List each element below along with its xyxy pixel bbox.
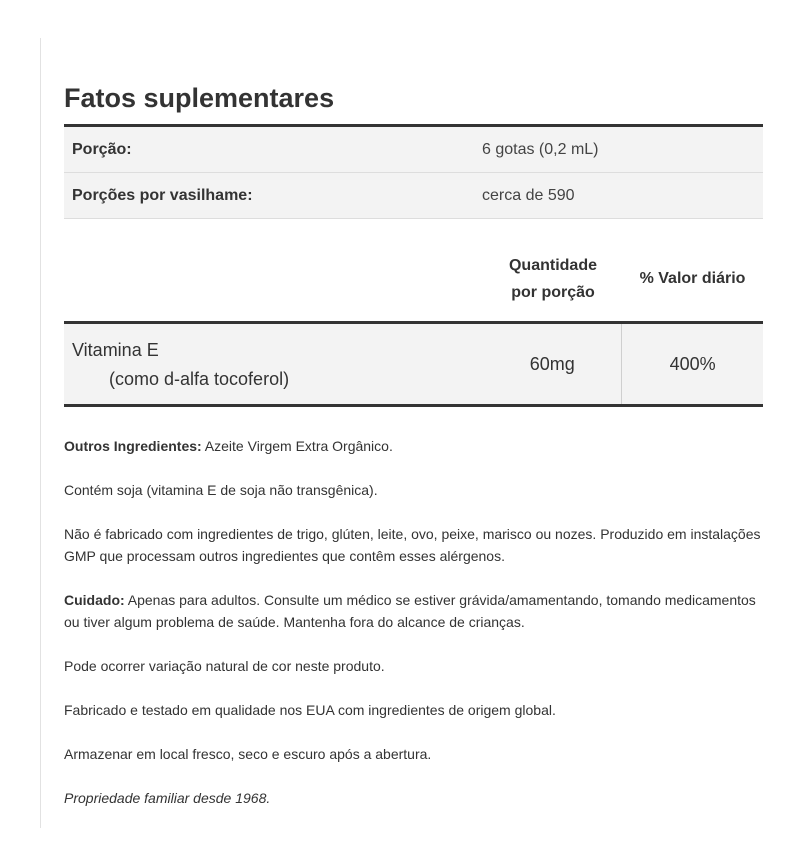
nutrient-daily-value: 400% bbox=[621, 324, 763, 404]
serving-table bbox=[64, 124, 763, 219]
other-ingredients-text: Azeite Virgem Extra Orgânico. bbox=[201, 438, 393, 454]
storage-note: Armazenar em local fresco, seco e escuro após a abertura. bbox=[64, 746, 432, 762]
supplement-facts-panel bbox=[64, 78, 763, 831]
serving-size-label: Porção: bbox=[72, 140, 132, 158]
allergen-note: Não é fabricado com ingredientes de trigo, glúten, leite, ovo, peixe, marisco ou nozes. Produzido em instalações GMP que processam outros ingredientes que contêm esses alérgenos. bbox=[64, 526, 761, 564]
other-ingredients bbox=[64, 435, 763, 457]
color-note: Pode ocorrer variação natural de cor neste produto. bbox=[64, 658, 385, 674]
serving-size-value: 6 gotas (0,2 mL) bbox=[482, 140, 599, 158]
nutrient-table-header bbox=[64, 219, 763, 324]
other-ingredients-label: Outros Ingredientes: bbox=[64, 438, 202, 454]
soy-note: Contém soja (vitamina E de soja não transgênica). bbox=[64, 482, 378, 498]
servings-per-container-row bbox=[64, 173, 763, 219]
page-title: Fatos suplementares bbox=[64, 83, 335, 113]
daily-value-header: % Valor diário bbox=[639, 270, 746, 287]
amount-header-line1: Quantidade bbox=[508, 257, 597, 274]
notes-section bbox=[64, 435, 763, 809]
nutrient-row bbox=[64, 324, 763, 407]
caution-text: Apenas para adultos. Consulte um médico se estiver grávida/amamentando, tomando medicamentos ou tiver algum problema de saúde. Mantenha fora do alcance de crianças. bbox=[64, 592, 756, 630]
serving-size-row bbox=[64, 127, 763, 173]
amount-header-line2: por porção bbox=[511, 284, 595, 301]
family-note: Propriedade familiar desde 1968. bbox=[64, 790, 271, 806]
servings-per-container-value: cerca de 590 bbox=[482, 186, 575, 204]
nutrient-detail: (como d-alfa tocoferol) bbox=[109, 369, 290, 389]
left-divider bbox=[40, 38, 41, 828]
amount-per-serving-header bbox=[484, 234, 622, 306]
nutrient-name: Vitamina E bbox=[72, 340, 159, 360]
nutrient-amount: 60mg bbox=[529, 353, 575, 374]
caution bbox=[64, 589, 763, 633]
made-note: Fabricado e testado em qualidade nos EUA com ingredientes de origem global. bbox=[64, 702, 556, 718]
nutrient-name-cell bbox=[64, 324, 483, 404]
caution-label: Cuidado: bbox=[64, 592, 125, 608]
servings-per-container-label: Porções por vasilhame: bbox=[72, 186, 253, 204]
